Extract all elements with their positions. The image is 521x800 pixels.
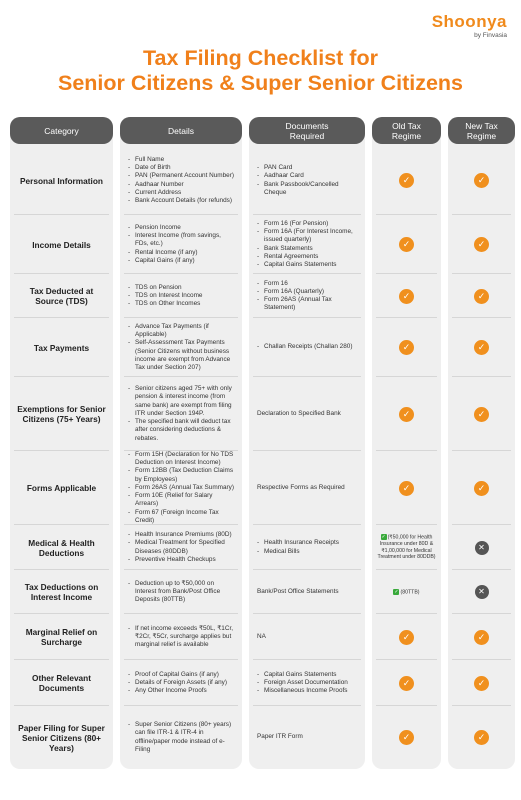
documents-text: Paper ITR Form <box>257 733 303 741</box>
row-documents <box>249 570 365 614</box>
list-item: - Capital Gains Statements <box>257 671 348 679</box>
list-item: - Current Address <box>128 189 234 197</box>
details-list <box>128 721 236 754</box>
list-item: - Form 12BB (Tax Deduction Claims by Employees) <box>128 467 236 483</box>
row-details <box>120 706 242 769</box>
row-category: Forms Applicable <box>26 483 97 493</box>
old-regime-status <box>372 318 441 377</box>
old-regime-status <box>372 570 441 614</box>
list-item: - Bank Statements <box>257 245 359 253</box>
check-icon: ✓ <box>474 340 489 355</box>
details-list <box>128 284 203 309</box>
row-documents <box>249 451 365 525</box>
old-regime-status <box>372 525 441 570</box>
list-item: - Form 15H (Declaration for No TDS Deduction on Interest Income) <box>128 451 236 467</box>
list-item: - PAN (Permanent Account Number) <box>128 172 234 180</box>
old-regime-status <box>372 146 441 215</box>
regime-note <box>372 534 441 561</box>
details-list <box>128 671 227 696</box>
row-details <box>120 570 242 614</box>
check-icon: ✓ <box>474 237 489 252</box>
details-list <box>128 451 236 525</box>
header-details: Details <box>120 117 242 144</box>
list-item: - Preventive Health Checkups <box>128 556 236 564</box>
check-icon: ✓ <box>399 237 414 252</box>
check-icon: ✓ <box>474 481 489 496</box>
new-regime-status <box>448 146 515 215</box>
list-item: - Deduction up to ₹50,000 on Interest from Bank/Post Office Deposits (80TTB) <box>128 580 236 605</box>
documents-list <box>257 220 359 269</box>
row-category: Personal Information <box>20 175 103 186</box>
list-item: - Proof of Capital Gains (if any) <box>128 671 227 679</box>
list-item: - The specified bank will deduct tax after considering deductions & rebates. <box>128 418 236 443</box>
list-item: - Date of Birth <box>128 164 234 172</box>
list-item: - Form 10E (Relief for Salary Arrears) <box>128 492 236 508</box>
regime-note-text: (80TTB) <box>400 588 420 595</box>
brand-sub: by Finvasia <box>474 32 507 39</box>
list-item: - Rental Income (if any) <box>128 249 236 257</box>
list-item: - Form 26AS (Annual Tax Summary) <box>128 484 236 492</box>
header-category: Category <box>10 117 113 144</box>
cross-icon: ✕ <box>475 541 489 555</box>
documents-list <box>257 671 348 696</box>
header-documents: Documents Required <box>249 117 365 144</box>
brand-logo <box>432 13 507 40</box>
header-old-regime: Old Tax Regime <box>372 117 441 144</box>
details-list <box>128 224 236 265</box>
check-icon: ✓ <box>399 407 414 422</box>
row-details <box>120 318 242 377</box>
list-item: - Form 67 (Foreign Income Tax Credit) <box>128 509 236 525</box>
list-item: - Self-Assessment Tax Payments (Senior Citizens without business income are exempt from Advance Tax under Section 207) <box>128 339 236 372</box>
list-item: - Capital Gains (if any) <box>128 257 236 265</box>
new-regime-status <box>448 215 515 274</box>
list-item: - Full Name <box>128 156 234 164</box>
row-documents <box>249 215 365 274</box>
list-item: - Bank Account Details (for refunds) <box>128 197 234 205</box>
list-item: - Health Insurance Receipts <box>257 539 339 547</box>
check-icon: ✓ <box>399 481 414 496</box>
new-regime-status <box>448 525 515 570</box>
check-icon: ✓ <box>399 676 414 691</box>
list-item: - Form 16 <box>257 280 359 288</box>
list-item: - TDS on Pension <box>128 284 203 292</box>
row-category: Tax Deductions on Interest Income <box>24 582 99 602</box>
row-documents <box>249 614 365 660</box>
documents-list <box>257 343 352 351</box>
list-item: - Advance Tax Payments (if Applicable) <box>128 323 236 339</box>
documents-list <box>257 539 339 555</box>
check-icon: ✓ <box>474 407 489 422</box>
list-item: - Details of Foreign Assets (if any) <box>128 679 227 687</box>
list-item: - Aadhaar Card <box>257 172 359 180</box>
list-item: - Health Insurance Premiums (80D) <box>128 531 236 539</box>
page-title <box>0 46 521 96</box>
row-details <box>120 660 242 706</box>
documents-text: Declaration to Specified Bank <box>257 409 341 417</box>
new-regime-status <box>448 570 515 614</box>
list-item: - Aadhaar Number <box>128 181 234 189</box>
documents-text: Bank/Post Office Statements <box>257 587 339 595</box>
old-regime-status <box>372 660 441 706</box>
title-line-2: Senior Citizens & Super Senior Citizens <box>58 71 463 95</box>
check-icon: ✓ <box>399 340 414 355</box>
mini-check-icon: ✓ <box>394 588 399 595</box>
row-details <box>120 274 242 318</box>
title-line-1: Tax Filing Checklist for <box>143 46 378 70</box>
new-regime-status <box>448 377 515 451</box>
check-icon: ✓ <box>474 173 489 188</box>
check-icon: ✓ <box>399 630 414 645</box>
details-list <box>128 580 236 605</box>
check-icon: ✓ <box>474 289 489 304</box>
old-regime-status <box>372 614 441 660</box>
check-icon: ✓ <box>399 289 414 304</box>
row-documents <box>249 706 365 769</box>
row-category: Paper Filing for Super Senior Citizens (80+ Years) <box>18 722 105 753</box>
cross-icon: ✕ <box>475 585 489 599</box>
old-regime-status <box>372 377 441 451</box>
documents-text: NA <box>257 632 266 640</box>
row-details <box>120 451 242 525</box>
list-item: - Challan Receipts (Challan 280) <box>257 343 352 351</box>
row-documents <box>249 377 365 451</box>
check-icon: ✓ <box>399 730 414 745</box>
new-regime-status <box>448 706 515 769</box>
list-item: - TDS on Other Incomes <box>128 300 203 308</box>
list-item: - Senior citizens aged 75+ with only pension & interest income (from same bank) are exempt from filing ITR under Section 194P. <box>128 385 236 418</box>
documents-list <box>257 280 359 313</box>
documents-text: Respective Forms as Required <box>257 483 345 491</box>
list-item: - Bank Passbook/Cancelled Cheque <box>257 181 359 197</box>
row-documents <box>249 525 365 570</box>
details-list <box>128 156 234 205</box>
check-icon: ✓ <box>399 173 414 188</box>
list-item: - Miscellaneous Income Proofs <box>257 687 348 695</box>
list-item: - Capital Gains Statements <box>257 261 359 269</box>
list-item: - Form 26AS (Annual Tax Statement) <box>257 296 359 312</box>
row-documents <box>249 274 365 318</box>
check-icon: ✓ <box>474 730 489 745</box>
list-item: - Form 16A (Quarterly) <box>257 288 359 296</box>
list-item: - Foreign Asset Documentation <box>257 679 348 687</box>
new-regime-status <box>448 318 515 377</box>
old-regime-status <box>372 451 441 525</box>
row-details <box>120 525 242 570</box>
row-details <box>120 377 242 451</box>
row-documents <box>249 318 365 377</box>
details-list <box>128 385 236 442</box>
mini-check-icon: ✓ <box>381 534 386 541</box>
brand-name: Shoonya <box>431 12 507 31</box>
list-item: - Pension Income <box>128 224 236 232</box>
check-icon: ✓ <box>474 630 489 645</box>
documents-list <box>257 164 359 197</box>
list-item: - Form 16 (For Pension) <box>257 220 359 228</box>
row-category: Tax Payments <box>33 342 90 353</box>
list-item: - Rental Agreements <box>257 253 359 261</box>
row-documents <box>249 660 365 706</box>
regime-note-text: (₹50,000 for Health Insurance under 80D & ₹1,00,000 for Medical Treatment under 80DDB) <box>377 534 436 561</box>
list-item: - Any Other Income Proofs <box>128 687 227 695</box>
check-icon: ✓ <box>474 676 489 691</box>
row-category: Marginal Relief on Surcharge <box>25 627 98 647</box>
old-regime-status <box>372 706 441 769</box>
row-documents <box>249 146 365 215</box>
list-item: - Medical Bills <box>257 548 339 556</box>
row-category: Medical & Health Deductions <box>28 537 95 558</box>
new-regime-status <box>448 451 515 525</box>
row-category: Income Details <box>32 239 91 250</box>
row-details <box>120 215 242 274</box>
details-list <box>128 625 236 650</box>
old-regime-status <box>372 215 441 274</box>
list-item: - If net income exceeds ₹50L, ₹1Cr, ₹2Cr, ₹5Cr, surcharge applies but marginal relief is available <box>128 625 236 650</box>
old-regime-status <box>372 274 441 318</box>
row-category: Other Relevant Documents <box>31 673 92 693</box>
details-list <box>128 323 236 372</box>
new-regime-status <box>448 274 515 318</box>
details-list <box>128 531 236 564</box>
list-item: - Interest Income (from savings, FDs, etc.) <box>128 232 236 248</box>
row-category: Tax Deducted at Source (TDS) <box>29 286 94 306</box>
regime-note <box>390 589 422 596</box>
row-category: Exemptions for Senior Citizens (75+ Years) <box>17 404 106 424</box>
list-item: - PAN Card <box>257 164 359 172</box>
row-details <box>120 146 242 215</box>
list-item: - TDS on Interest Income <box>128 292 203 300</box>
list-item: - Super Senior Citizens (80+ years) can file ITR-1 & ITR-4 in offline/paper mode instead of e-Filing <box>128 721 236 754</box>
list-item: - Form 16A (For Interest Income, issued quarterly) <box>257 228 359 244</box>
row-details <box>120 614 242 660</box>
header-new-regime: New Tax Regime <box>448 117 515 144</box>
new-regime-status <box>448 614 515 660</box>
new-regime-status <box>448 660 515 706</box>
list-item: - Medical Treatment for Specified Diseases (80DDB) <box>128 539 236 555</box>
